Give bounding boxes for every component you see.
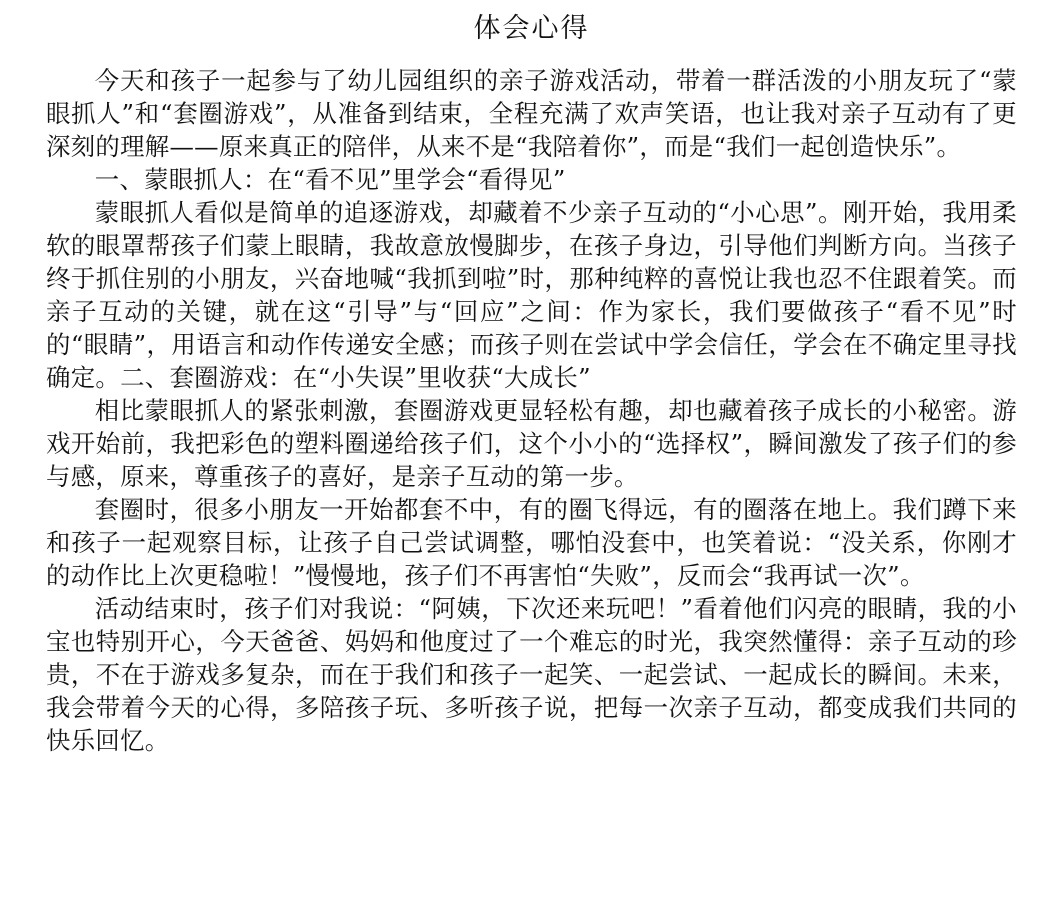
paragraph-ring-toss-play: 套圈时，很多小朋友一开始都套不中，有的圈飞得远，有的圈落在地上。我们蹲下来和孩子一起观察目标，让孩子自己尝试调整，哪怕没套中，也笑着说：“没关系，你刚才的动作比上次更稳啦！”慢慢地，孩子们不再害怕“失败”，反而会“我再试一次”。: [46, 495, 1017, 590]
paragraph-intro: 今天和孩子一起参与了幼儿园组织的亲子游戏活动，带着一群活泼的小朋友玩了“蒙眼抓人”和“套圈游戏”，从准备到结束，全程充满了欢声笑语，也让我对亲子互动有了更深刻的理解——原来真正的陪伴，从来不是“我陪着你”，而是“我们一起创造快乐”。: [46, 66, 1017, 161]
paragraph-blindfold-game: 蒙眼抓人看似是简单的追逐游戏，却藏着不少亲子互动的“小心思”。刚开始，我用柔软的眼罩帮孩子们蒙上眼睛，我故意放慢脚步，在孩子身边，引导他们判断方向。当孩子终于抓住别的小朋友，兴奋地喊“我抓到啦”时，那种纯粹的喜悦让我也忍不住跟着笑。而亲子互动的关键，就在这“引导”与“回应”之间：作为家长，我们要做孩子“看不见”时的“眼睛”，用语言和动作传递安全感；而孩子则在尝试中学会信任，学会在不确定里寻找确定。二、套圈游戏：在“小失误”里收获“大成长”: [46, 198, 1017, 392]
section-heading-blindfold: 一、蒙眼抓人：在“看不见”里学会“看得见”: [94, 165, 566, 194]
paragraph-conclusion: 活动结束时，孩子们对我说：“阿姨，下次还来玩吧！”看着他们闪亮的眼睛，我的小宝也特别开心，今天爸爸、妈妈和他度过了一个难忘的时光，我突然懂得：亲子互动的珍贵，不在于游戏多复杂，而在于我们和孩子一起笑、一起尝试、一起成长的瞬间。未来，我会带着今天的心得，多陪孩子玩、多听孩子说，把每一次亲子互动，都变成我们共同的快乐回忆。: [46, 594, 1017, 755]
document-title: 体会心得: [473, 13, 590, 44]
paragraph-ring-toss-intro: 相比蒙眼抓人的紧张刺激，套圈游戏更显轻松有趣，却也藏着孩子成长的小秘密。游戏开始前，我把彩色的塑料圈递给孩子们，这个小小的“选择权”，瞬间激发了孩子们的参与感，原来，尊重孩子的喜好，是亲子互动的第一步。: [46, 396, 1017, 491]
